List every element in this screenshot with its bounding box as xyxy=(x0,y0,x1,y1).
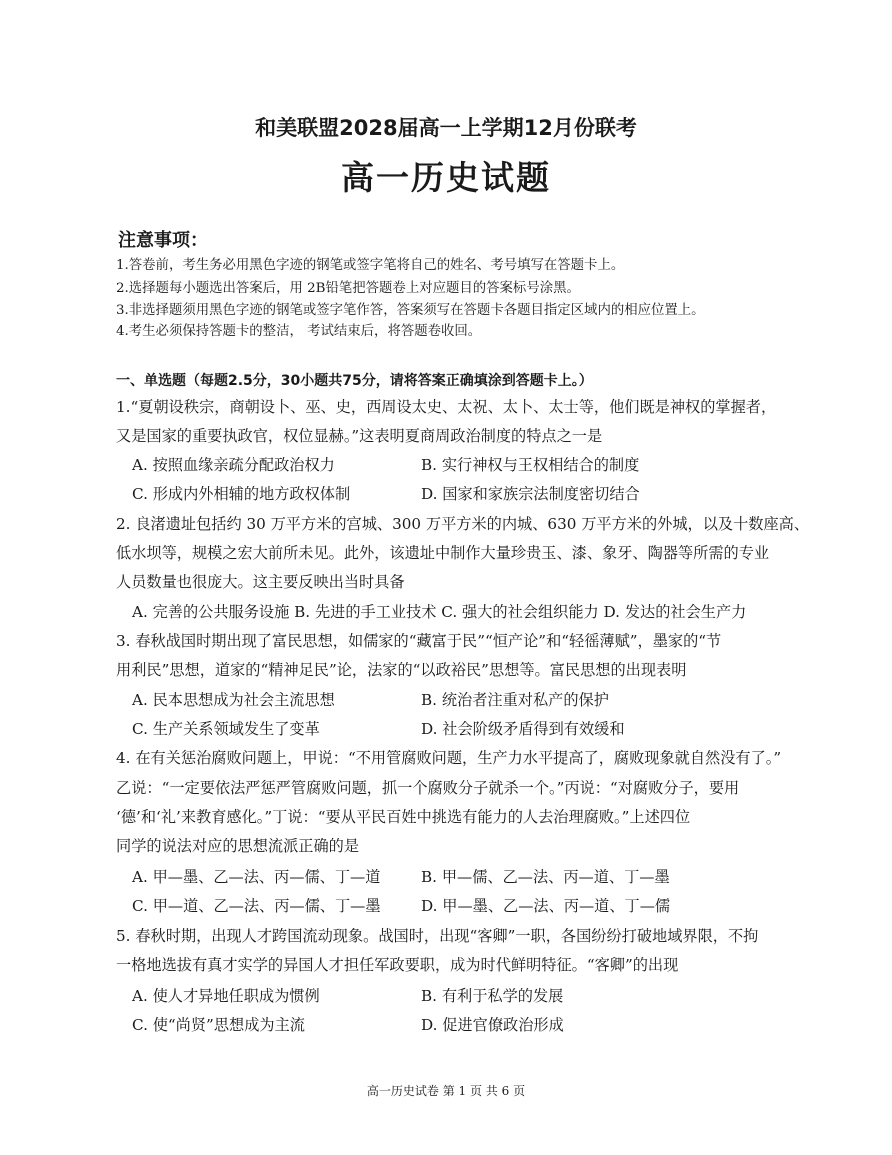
question-4-option-d: D. 甲—墨、乙—法、丙—道、丁—儒 xyxy=(421,897,671,915)
question-4-line: ‘德’和‘礼’来教育感化。”丁说：“要从平民百姓中挑选有能力的人去治理腐败。”上述四位 xyxy=(116,808,691,826)
question-1-option-a: A. 按照血缘亲疏分配政治权力 xyxy=(132,456,335,474)
question-1-option-b: B. 实行神权与王权相结合的制度 xyxy=(421,456,640,474)
question-4-option-c: C. 甲—道、乙—法、丙—儒、丁—墨 xyxy=(132,897,381,915)
question-4-option-b: B. 甲—儒、乙—法、丙—道、丁—墨 xyxy=(421,868,670,886)
exam-title: 高一历史试题 xyxy=(341,158,551,197)
notice-item: 3.非选择题须用黑色字迹的钢笔或签字笔作答，答案须写在答题卡各题目指定区域内的相应位置上。 xyxy=(116,303,705,318)
notice-item: 1.答卷前，考生务必用黑色字迹的钢笔或签字笔将自己的姓名、考号填写在答题卡上。 xyxy=(116,258,625,273)
question-3-option-d: D. 社会阶级矛盾得到有效缓和 xyxy=(421,720,625,738)
question-2-options: A. 完善的公共服务设施 B. 先进的手工业技术 C. 强大的社会组织能力 D. 发达的社会生产力 xyxy=(132,603,747,621)
question-3-option-a: A. 民本思想成为社会主流思想 xyxy=(132,691,335,709)
question-4-line: 乙说：“一定要依法严惩严管腐败问题，抓一个腐败分子就杀一个。”丙说：“对腐败分子，要用 xyxy=(116,779,740,797)
question-2-line: 低水坝等，规模之宏大前所未见。此外，该遗址中制作大量珍贵玉、漆、象牙、陶器等所需的专业 xyxy=(116,544,770,562)
question-5-option-b: B. 有利于私学的发展 xyxy=(421,987,564,1005)
question-1-option-d: D. 国家和家族宗法制度密切结合 xyxy=(421,485,640,503)
question-3-option-c: C. 生产关系领域发生了变革 xyxy=(132,720,320,738)
question-4-option-a: A. 甲—墨、乙—法、丙—儒、丁—道 xyxy=(132,868,381,886)
question-4-line: 同学的说法对应的思想流派正确的是 xyxy=(116,837,359,855)
exam-subtitle: 和美联盟2028届高一上学期12月份联考 xyxy=(255,116,637,140)
section-heading: 一、单选题（每题2.5分，30小题共75分，请将答案正确填涂到答题卡上。） xyxy=(116,373,593,389)
question-5-option-a: A. 使人才异地任职成为惯例 xyxy=(132,987,320,1005)
question-1-line: 又是国家的重要执政官，权位显赫。”这表明夏商周政治制度的特点之一是 xyxy=(116,427,603,445)
question-2-line: 人员数量也很庞大。这主要反映出当时具备 xyxy=(116,573,405,591)
question-1-line: 1.“夏朝设秩宗，商朝设卜、巫、史，西周设太史、太祝、太卜、太士等，他们既是神权的掌握者， xyxy=(116,398,777,416)
question-4-line: 4. 在有关惩治腐败问题上，甲说：“不用管腐败问题，生产力水平提高了，腐败现象就自然没有了。” xyxy=(116,749,782,767)
notice-item: 4.考生必须保持答题卡的整洁， 考试结束后，将答题卷收回。 xyxy=(116,324,482,339)
notice-heading: 注意事项： xyxy=(118,230,208,251)
question-5-option-d: D. 促进官僚政治形成 xyxy=(421,1016,564,1034)
page-footer: 高一历史试卷 第 1 页 共 6 页 xyxy=(366,1084,526,1098)
question-3-line: 用利民”思想，道家的“精神足民”论，法家的“以政裕民”思想等。富民思想的出现表明 xyxy=(116,661,687,679)
notice-item: 2.选择题每小题选出答案后，用 2B铅笔把答题卷上对应题目的答案标号涂黑。 xyxy=(116,281,580,296)
question-5-option-c: C. 使“尚贤”思想成为主流 xyxy=(132,1016,305,1034)
question-3-line: 3. 春秋战国时期出现了富民思想，如儒家的“藏富于民”“恒产论”和“轻徭薄赋”，墨家的“节 xyxy=(116,632,722,650)
question-5-line: 一格地选拔有真才实学的异国人才担任军政要职，成为时代鲜明特征。“客卿”的出现 xyxy=(116,956,679,974)
question-1-option-c: C. 形成内外相辅的地方政权体制 xyxy=(132,485,351,503)
question-2-line: 2. 良渚遗址包括约 30 万平方米的宫城、300 万平方米的内城、630 万平方米的外城，以及十数座高、 xyxy=(116,515,810,533)
question-3-option-b: B. 统治者注重对私产的保护 xyxy=(421,691,609,709)
question-5-line: 5. 春秋时期，出现人才跨国流动现象。战国时，出现“客卿”一职，各国纷纷打破地域界限，不拘 xyxy=(116,927,759,945)
